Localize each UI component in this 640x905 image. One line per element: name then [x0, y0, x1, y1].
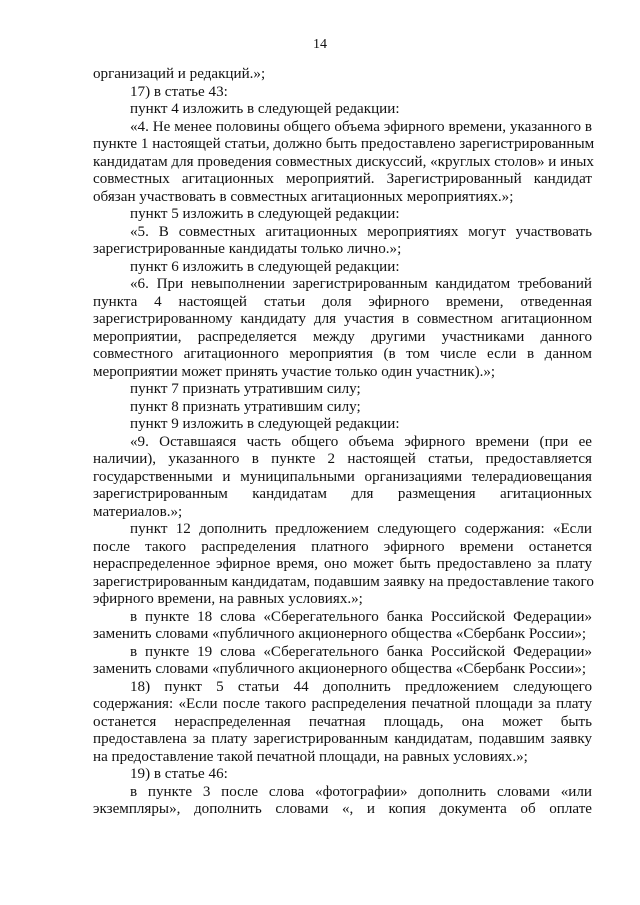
- text-line: предоставлена за плату зарегистрированным кандидатам, подавшим заявку: [93, 731, 592, 747]
- text-line: материалов.»;: [93, 503, 183, 520]
- text-line: государственными и муниципальными организациями телерадиовещания: [93, 468, 592, 485]
- text-line: пункта 4 настоящей статьи доля эфирного времени, отведенная: [93, 293, 592, 310]
- document-body: [93, 66, 595, 819]
- text-line: пункт 7 признать утратившим силу;: [130, 381, 361, 397]
- text-line: пункт 9 изложить в следующей редакции:: [130, 416, 400, 432]
- text-line: «4. Не менее половины общего объема эфирного времени, указанного в: [130, 118, 592, 135]
- text-line: кандидатам для проведения совместных дискуссий, «круглых столов» и иных: [93, 153, 594, 170]
- text-line: останется нераспределенная печатная площадь, она может быть: [93, 713, 592, 730]
- text-line: зарегистрированным кандидатам для размещения агитационных: [93, 486, 592, 502]
- text-line: эфирного времени, на равных условиях.»;: [93, 591, 363, 607]
- text-line: заменить словами «публичного акционерного общества «Сбербанк России»;: [93, 661, 587, 677]
- text-line: мероприятии может принять участие только один участник).»;: [93, 363, 496, 380]
- text-line: совместных агитационных мероприятий. Зарегистрированный кандидат: [93, 171, 592, 187]
- text-line: пункт 6 изложить в следующей редакции:: [130, 258, 400, 275]
- text-line: пункт 12 дополнить предложением следующего содержания: «Если: [130, 521, 592, 537]
- text-line: 17) в статье 43:: [130, 83, 228, 100]
- text-line: в пункте 3 после слова «фотографии» дополнить словами «или: [130, 783, 592, 800]
- text-line: пункт 4 изложить в следующей редакции:: [130, 101, 400, 117]
- text-line: в пункте 18 слова «Сберегательного банка Российской Федерации»: [130, 608, 592, 625]
- text-line: «6. При невыполнении зарегистрированным кандидатом требований: [130, 276, 592, 292]
- text-line: «9. Оставшаяся часть общего объема эфирного времени (при ее: [130, 433, 592, 450]
- text-line: заменить словами «публичного акционерного общества «Сбербанк России»;: [93, 626, 587, 642]
- text-line: после такого распределения платного эфирного времени останется: [93, 538, 592, 555]
- text-line: пункте 1 настоящей статьи, должно быть предоставлено зарегистрированным: [93, 136, 595, 152]
- text-line: «5. В совместных агитационных мероприятиях могут участвовать: [130, 223, 592, 240]
- text-line: 18) пункт 5 статьи 44 дополнить предложением следующего: [130, 678, 592, 695]
- text-line: нераспределенное эфирное время, оно может быть предоставлено за плату: [93, 556, 592, 572]
- text-line: пункт 8 признать утратившим силу;: [130, 398, 361, 415]
- text-line: зарегистрированные кандидаты только лично.»;: [93, 241, 402, 257]
- text-line: на предоставление такой печатной площади, на равных условиях.»;: [93, 748, 528, 765]
- text-line: обязан участвовать в совместных агитационных мероприятиях.»;: [93, 188, 514, 205]
- text-line: экземпляры», дополнить словами «, и копия документа об оплате: [93, 801, 592, 817]
- text-line: зарегистрированному кандидату для участия в совместном агитационном: [93, 311, 592, 327]
- text-line: организаций и редакций.»;: [93, 66, 266, 82]
- text-line: пункт 5 изложить в следующей редакции:: [130, 206, 400, 222]
- text-line: совместного агитационного мероприятия (в том числе если в данном: [93, 346, 592, 362]
- page-number: 14: [313, 37, 327, 52]
- text-line: в пункте 19 слова «Сберегательного банка Российской Федерации»: [130, 643, 592, 660]
- text-line: содержания: «Если после такого распределения печатной площади за плату: [93, 696, 592, 712]
- text-line: мероприятии, распределяется между другими участниками данного: [93, 328, 592, 345]
- text-line: 19) в статье 46:: [130, 766, 228, 782]
- text-line: наличии), указанного в пункте 2 настоящей статьи, предоставляется: [93, 451, 592, 467]
- text-line: зарегистрированным кандидатам, подавшим заявку на предоставление такого: [93, 573, 594, 590]
